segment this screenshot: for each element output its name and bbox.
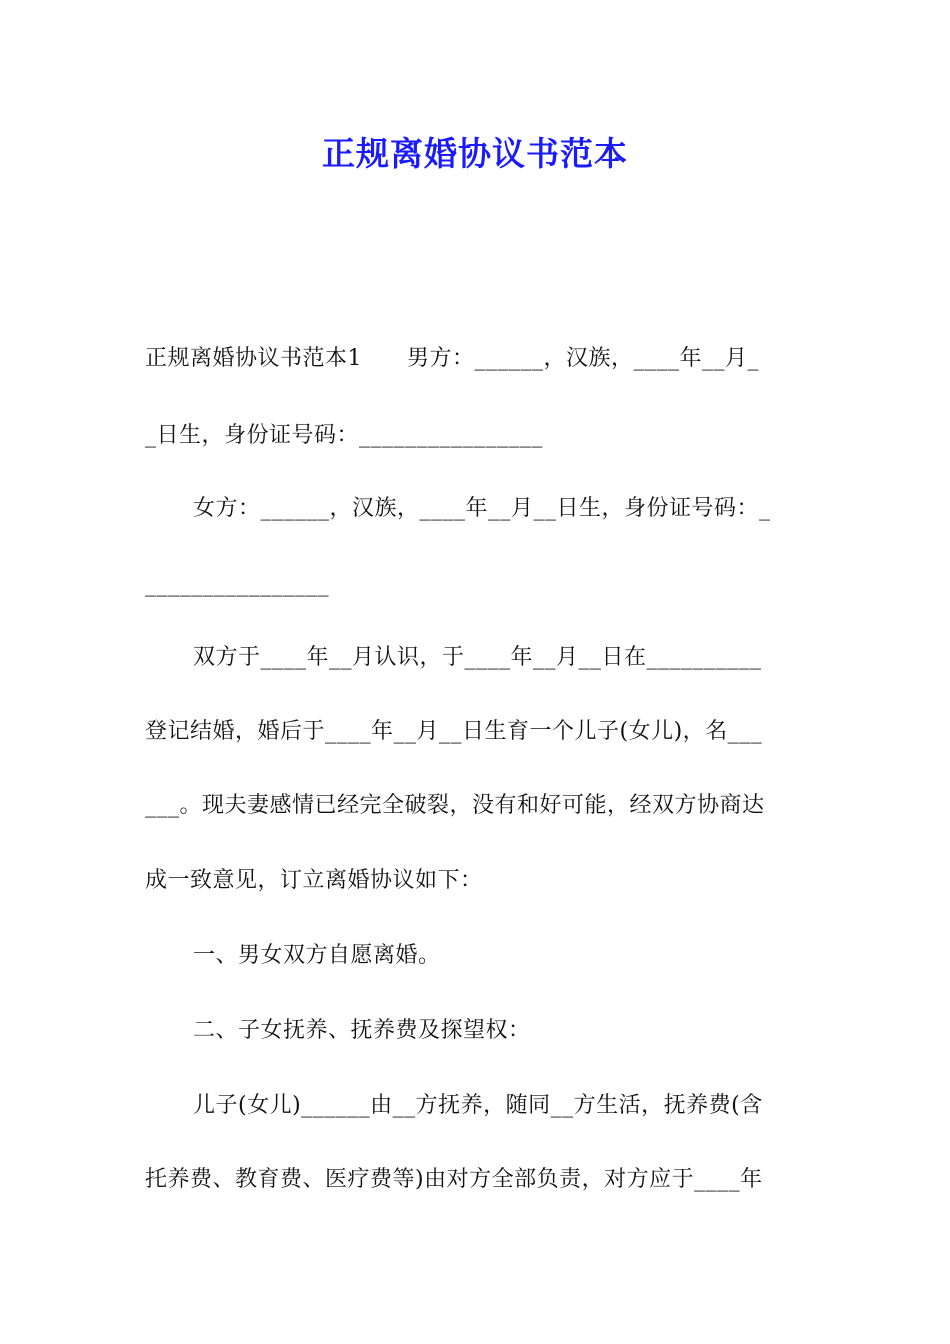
- paragraph-line: 一、男女双方自愿离婚。: [193, 943, 441, 968]
- paragraph-line: 成一致意见，订立离婚协议如下：: [145, 868, 483, 893]
- paragraph-line: 正规离婚协议书范本1 男方：______，汉族，____年__月_: [145, 346, 759, 371]
- document-title: 正规离婚协议书范本: [322, 134, 628, 173]
- paragraph-line: 登记结婚，婚后于____年__月__日生育一个儿子(女儿)，名___: [145, 719, 763, 744]
- paragraph-line: ________________: [145, 572, 329, 597]
- paragraph-line: 双方于____年__月认识，于____年__月__日在__________: [193, 645, 762, 670]
- paragraph-line: 托养费、教育费、医疗费等)由对方全部负责，对方应于____年: [145, 1167, 763, 1192]
- paragraph-line: ___。现夫妻感情已经完全破裂，没有和好可能，经双方协商达: [145, 793, 765, 818]
- paragraph-line: 二、子女抚养、抚养费及探望权：: [193, 1018, 531, 1043]
- paragraph-line: 女方：______，汉族，____年__月__日生，身份证号码：_: [193, 496, 771, 521]
- paragraph-line: 儿子(女儿)______由__方抚养，随同__方生活，抚养费(含: [193, 1093, 763, 1118]
- paragraph-line: _日生，身份证号码：________________: [145, 423, 544, 448]
